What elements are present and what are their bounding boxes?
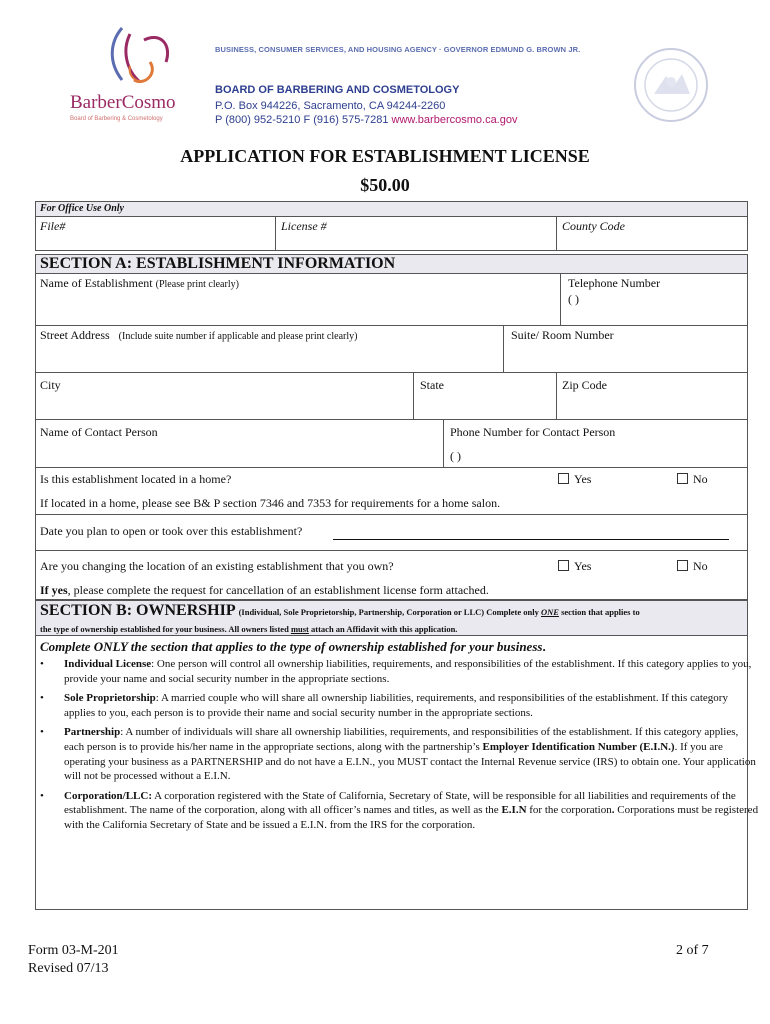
ownership-type-partnership xyxy=(40,725,760,783)
ownership-type-corporation-llc xyxy=(40,789,760,833)
telephone-number-field[interactable]: ( ) xyxy=(568,292,579,306)
suite-room-number-field[interactable]: Suite/ Room Number xyxy=(511,328,614,342)
section-b-instruction xyxy=(40,639,546,655)
change-location-yes-label: Yes xyxy=(574,559,592,573)
if-yes-bold: If yes xyxy=(40,583,68,597)
county-code-field: County Code xyxy=(562,219,625,233)
home-question: Is this establishment located in a home? xyxy=(40,472,232,486)
if-yes-text: , please complete the request for cancellation of an establishment license form attached. xyxy=(67,583,489,597)
home-salon-note: If located in a home, please see B& P section 7346 and 7353 for requirements for a home salon. xyxy=(40,496,501,510)
section-a-heading: SECTION A: ESTABLISHMENT INFORMATION xyxy=(40,255,396,272)
application-fee: $50.00 xyxy=(360,175,410,195)
office-use-heading: For Office Use Only xyxy=(40,203,124,214)
home-no-label: No xyxy=(693,472,708,486)
section-b-note-must: must xyxy=(290,624,309,634)
ownership-type-name: Sole Proprietorship xyxy=(64,692,156,705)
open-date-input-line[interactable] xyxy=(333,539,729,540)
file-number-field: File# xyxy=(40,219,66,233)
ownership-type-name: Corporation/LLC: xyxy=(64,789,152,802)
license-number-field: License # xyxy=(281,219,327,233)
home-yes-label: Yes xyxy=(574,472,592,486)
ownership-type-description: A corporation registered with the State of California, Secretary of State, will be responsible for all liabilities and requirements of the establishment. The name of the corporation, along with all officer’s names and titles, as well as the xyxy=(64,789,736,817)
telephone-number-label: Telephone Number xyxy=(568,276,661,290)
barbercosmo-logo-graphic xyxy=(100,22,180,94)
if-yes-note xyxy=(40,583,489,598)
ownership-type-period: . xyxy=(611,804,615,817)
section-b-note-3: the type of ownership established for your business. All owners listed xyxy=(40,624,291,634)
ownership-type-description: : A number of individuals will share all ownership liabilities, requirements, and responsibilities of the establishment. If this category applies, each person is to provide his/her name in the appropriate sections, along with the partnership’s xyxy=(64,726,739,753)
form-revision: Revised 07/13 xyxy=(28,961,109,976)
board-name: BOARD OF BARBERING AND COSMETOLOGY xyxy=(215,84,460,96)
establishment-name-label: Name of Establishment xyxy=(40,276,153,290)
contact-phone-label: Phone Number for Contact Person xyxy=(450,425,616,439)
bullet-icon: • xyxy=(40,726,44,739)
website-link[interactable]: www.barbercosmo.ca.gov xyxy=(391,114,518,126)
zip-code-field[interactable]: Zip Code xyxy=(562,378,607,392)
ownership-type-name: Partnership xyxy=(64,726,121,739)
ein-term: E.I.N xyxy=(501,804,527,817)
ownership-types-list xyxy=(38,657,760,838)
change-location-yes-checkbox[interactable] xyxy=(558,560,569,571)
state-seal-icon xyxy=(632,46,710,124)
street-address-note: (Include suite number if applicable and please print clearly) xyxy=(118,331,358,342)
agency-line: BUSINESS, CONSUMER SERVICES, AND HOUSING AGENCY · GOVERNOR EDMUND G. BROWN JR. xyxy=(215,45,581,54)
board-phones xyxy=(215,114,517,126)
phone-fax-numbers: P (800) 952-5210 F (916) 575-7281 xyxy=(215,114,392,126)
ownership-type-individual xyxy=(40,657,760,686)
board-address: P.O. Box 944226, Sacramento, CA 94244-2260 xyxy=(215,100,446,112)
section-b-heading-line2 xyxy=(40,624,457,634)
change-location-question: Are you changing the location of an existing establishment that you own? xyxy=(40,559,394,573)
page-number: 2 of 7 xyxy=(676,943,709,958)
section-b-heading: SECTION B: OWNERSHIP xyxy=(40,602,236,619)
form-title: APPLICATION FOR ESTABLISHMENT LICENSE xyxy=(180,146,590,166)
form-number: Form 03-M-201 xyxy=(28,943,119,958)
logo-subtitle: Board of Barbering & Cosmetology xyxy=(70,116,163,122)
contact-person-field[interactable]: Name of Contact Person xyxy=(40,425,158,439)
bullet-icon: • xyxy=(40,692,44,705)
section-b-instruction-end: . xyxy=(542,639,546,654)
section-b-note-1: (Individual, Sole Proprietorship, Partnership, Corporation or LLC) Complete only xyxy=(238,607,541,617)
street-address-label: Street Address xyxy=(40,328,110,342)
home-yes-checkbox[interactable] xyxy=(558,473,569,484)
bullet-icon: • xyxy=(40,789,44,802)
ownership-type-name: Individual License xyxy=(64,658,152,670)
section-b-heading-line1 xyxy=(40,602,640,620)
change-location-no-checkbox[interactable] xyxy=(677,560,688,571)
bullet-icon: • xyxy=(40,658,44,670)
change-location-no-label: No xyxy=(693,559,708,573)
contact-phone-field[interactable]: ( ) xyxy=(450,449,461,463)
establishment-name-field[interactable] xyxy=(40,276,239,291)
section-b-note-one: ONE xyxy=(540,607,559,617)
section-b-note-4: attach an Affidavit with this application. xyxy=(308,624,458,634)
home-no-checkbox[interactable] xyxy=(677,473,688,484)
ownership-type-description: : A married couple who will share all ownership liabilities, requirements, and responsibilities of the establishment. If this category applies to you, each person is to provide their name and social security number in the appropriate sections. xyxy=(64,692,728,719)
section-b-instruction-text: Complete ONLY the section that applies to the type of ownership established for your business xyxy=(40,639,543,654)
section-b-note-2: section that applies to xyxy=(558,607,640,617)
street-address-field[interactable] xyxy=(40,328,357,343)
state-field[interactable]: State xyxy=(420,378,444,392)
ein-term: Employer Identification Number (E.I.N.) xyxy=(482,740,675,753)
ownership-type-description-cont: for the corporation xyxy=(526,804,612,817)
office-use-header-shade xyxy=(36,202,747,216)
ownership-type-description: : One person will control all ownership liabilities, requirements, and responsibilities of the establishment. If this category applies to you, provide your name and social security number in the appropriate sections. xyxy=(64,658,752,685)
establishment-name-note: (Please print clearly) xyxy=(155,279,239,290)
ownership-type-description-cont: . If you are operating your business as a PARTNERSHIP and do not have a E.I.N., you MUST contact the Internal Revenue service (IRS) to obtain one. Your application will not be processed without a E.I.N. xyxy=(64,740,756,783)
open-date-question: Date you plan to open or took over this establishment? xyxy=(40,524,303,538)
city-field[interactable]: City xyxy=(40,378,61,392)
ownership-type-sole-proprietorship xyxy=(40,691,760,720)
ownership-type-description-end: Corporations must be registered with the California Secretary of State and be issued a E.I.N. from the IRS for the corporation. xyxy=(64,804,759,831)
logo-wordmark: BarberCosmo xyxy=(70,92,176,113)
